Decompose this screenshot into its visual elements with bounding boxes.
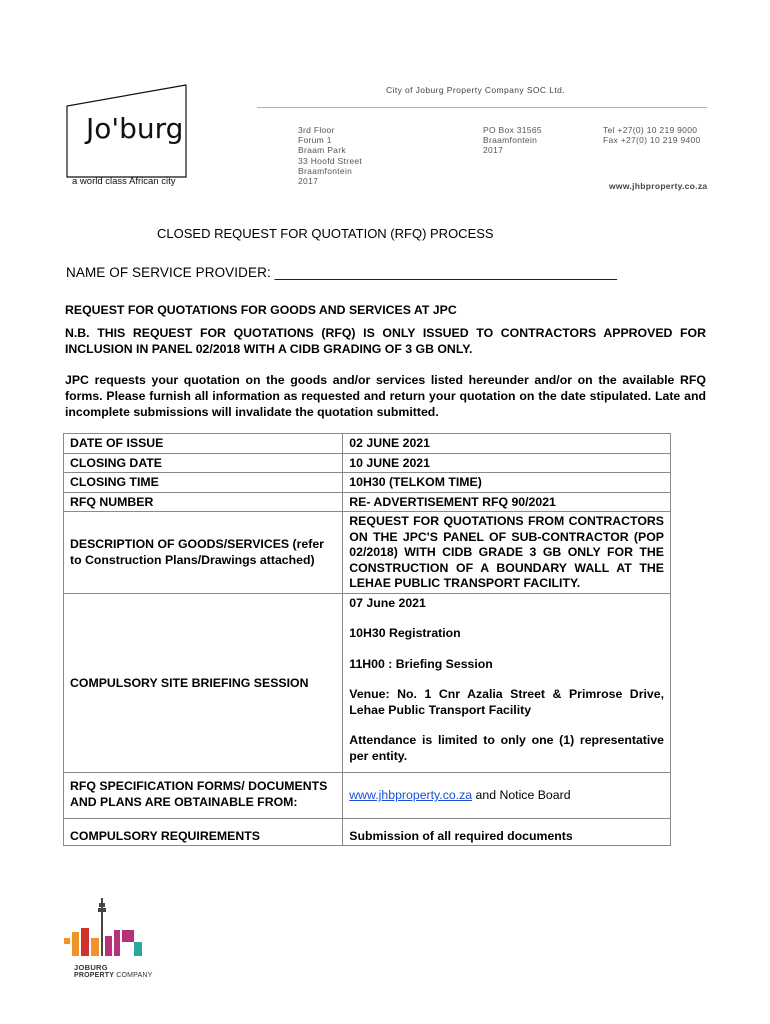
address-line: 3rd Floor	[298, 125, 335, 135]
description-label: DESCRIPTION OF GOODS/SERVICES (refer to Construction Plans/Drawings attached)	[64, 512, 343, 594]
table-row	[64, 473, 671, 493]
nb-notice: N.B. THIS REQUEST FOR QUOTATIONS (RFQ) IS ONLY ISSUED TO CONTRACTORS APPROVED FOR INCLUSION IN PANEL 02/2018 WITH A CIDB GRADING OF 3 GB ONLY.	[65, 326, 706, 356]
table-row	[64, 492, 671, 512]
fax-number: Fax +27(0) 10 219 9400	[603, 135, 701, 146]
jpc-logo-line1: JOBURG	[74, 963, 108, 972]
rfq-details-table	[63, 433, 671, 846]
requirements-value: Submission of all required documents	[343, 819, 671, 846]
contact-numbers	[603, 125, 701, 145]
header-divider	[257, 107, 707, 108]
briefing-details	[343, 593, 671, 773]
jpc-skyline-icon	[62, 894, 146, 958]
date-of-issue-label: DATE OF ISSUE	[64, 434, 343, 454]
address-line: 33 Hoofd Street	[298, 155, 363, 166]
instructions-paragraph: JPC requests your quotation on the goods and/or services listed hereunder and/or on the available RFQ forms. Please furnish all information as requested and return your quotation on the date stipulated. Late and incomplete submissions will invalidate the quotation submitted.	[65, 373, 706, 419]
briefing-session: 11H00 : Briefing Session	[349, 656, 493, 671]
document-title: CLOSED REQUEST FOR QUOTATION (RFQ) PROCESS	[157, 226, 494, 241]
company-name: City of Joburg Property Company SOC Ltd.	[386, 85, 565, 95]
street-address	[298, 125, 362, 186]
address-line: Braam Park	[298, 145, 346, 156]
address-line: PO Box 31565	[483, 125, 542, 135]
requirements-label: COMPULSORY REQUIREMENTS	[64, 819, 343, 846]
jpc-logo-company: COMPANY	[114, 972, 153, 979]
description-value: REQUEST FOR QUOTATIONS FROM CONTRACTORS ON THE JPC'S PANEL OF SUB-CONTRACTOR (POP 02/2018) WITH CIDB GRADE 3 GB ONLY FOR THE CONSTRUCTION OF A BOUNDARY WALL AT THE LEHAE PUBLIC TRANSPORT FACILITY.	[343, 512, 671, 594]
table-row	[64, 819, 671, 846]
closing-time-value: 10H30 (TELKOM TIME)	[343, 473, 671, 493]
table-row	[64, 773, 671, 819]
forms-label: RFQ SPECIFICATION FORMS/ DOCUMENTS AND PLANS ARE OBTAINABLE FROM:	[64, 773, 343, 819]
briefing-date: 07 June 2021	[349, 595, 426, 610]
closing-date-label: CLOSING DATE	[64, 453, 343, 473]
briefing-venue: Venue: No. 1 Cnr Azalia Street & Primrose Drive, Lehae Public Transport Facility	[349, 687, 664, 717]
rfq-number-value: RE- ADVERTISEMENT RFQ 90/2021	[343, 492, 671, 512]
date-of-issue-value: 02 JUNE 2021	[343, 434, 671, 454]
briefing-registration: 10H30 Registration	[349, 626, 461, 640]
website-text: www.jhbproperty.co.za	[609, 181, 708, 191]
rfq-number-label: RFQ NUMBER	[64, 492, 343, 512]
closing-date-value: 10 JUNE 2021	[343, 453, 671, 473]
forms-value	[343, 773, 671, 819]
address-line: Braamfontein	[483, 135, 538, 146]
address-line: 2017	[483, 145, 504, 156]
table-row	[64, 593, 671, 773]
joburg-tagline: a world class African city	[72, 176, 176, 187]
address-line: Forum 1	[298, 135, 332, 146]
jpc-logo-line2	[74, 972, 153, 979]
table-row	[64, 512, 671, 594]
jpc-logo	[62, 894, 146, 958]
briefing-label: COMPULSORY SITE BRIEFING SESSION	[64, 593, 343, 773]
table-row	[64, 434, 671, 454]
briefing-attendance: Attendance is limited to only one (1) representative per entity.	[349, 733, 664, 763]
forms-suffix: and Notice Board	[472, 788, 571, 803]
joburg-logo-text: Jo'burg	[86, 112, 184, 145]
service-provider-field: NAME OF SERVICE PROVIDER: _____________________________________________	[66, 265, 618, 280]
rfq-heading: REQUEST FOR QUOTATIONS FOR GOODS AND SERVICES AT JPC	[65, 303, 457, 317]
address-line: 2017	[298, 176, 319, 187]
jpc-logo-property: PROPERTY	[74, 972, 115, 979]
table-row	[64, 453, 671, 473]
phone-number: Tel +27(0) 10 219 9000	[603, 125, 698, 135]
forms-website-link[interactable]: www.jhbproperty.co.za	[349, 788, 473, 803]
closing-time-label: CLOSING TIME	[64, 473, 343, 493]
address-line: Braamfontein	[298, 165, 353, 176]
postal-address	[483, 125, 542, 156]
